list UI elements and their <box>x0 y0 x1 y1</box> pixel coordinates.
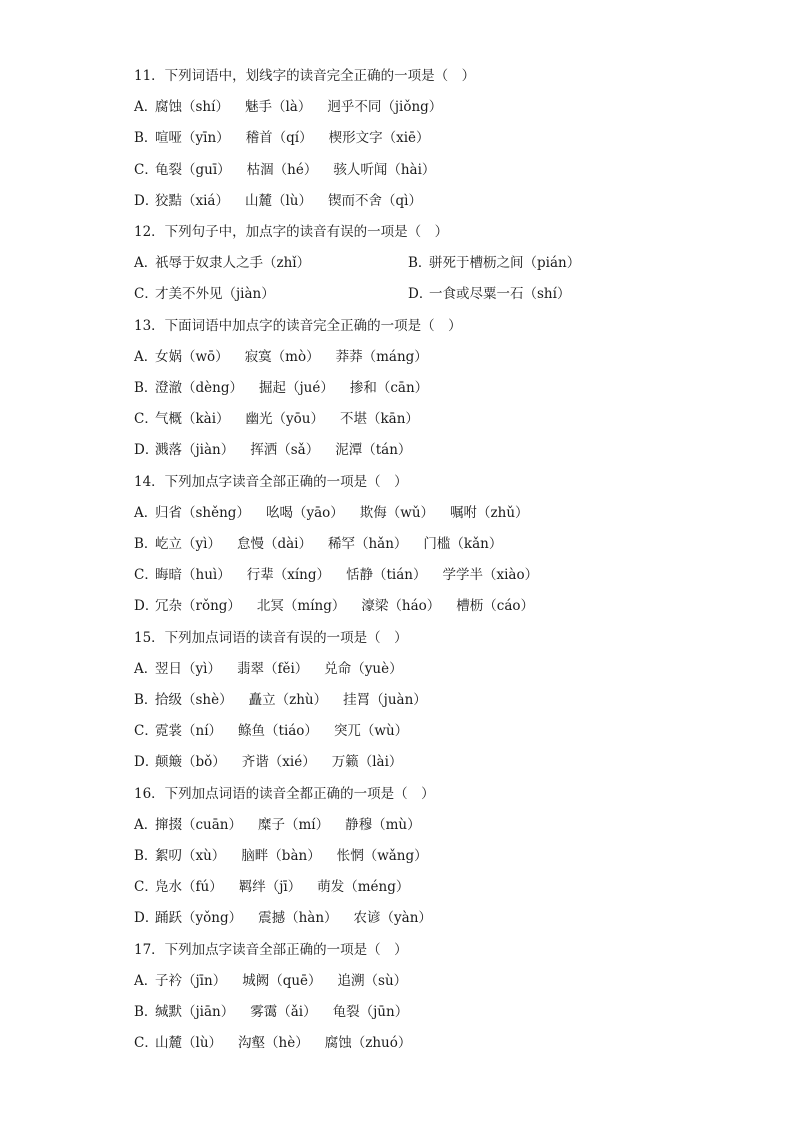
answer-option <box>134 906 432 930</box>
question-stem: 12．下列句子中，加点字的读音有误的一项是（ ） <box>134 224 449 240</box>
answer-option <box>134 594 534 618</box>
answer-option <box>134 875 409 899</box>
option-label: B． <box>408 255 432 272</box>
question-stem: 14．下列加点字读音全部正确的一项是（ ） <box>134 473 408 490</box>
option-word: 欺侮（wǔ） <box>359 504 435 521</box>
option-label: A． <box>134 816 158 833</box>
option-word: 莽莽（máng） <box>335 348 428 365</box>
option-row <box>134 251 634 275</box>
option-word: 萌发（méng） <box>317 879 410 896</box>
option-word: 晦暗（huì） <box>155 567 231 584</box>
option-label: C． <box>134 411 158 428</box>
option-word: 糜子（mí） <box>258 816 330 833</box>
answer-option <box>134 407 419 431</box>
option-word: 矗立（zhù） <box>248 692 328 708</box>
option-word: 追溯（sù） <box>337 972 408 989</box>
option-word: 兑命（yuè） <box>324 660 403 677</box>
option-word: 城阙（quē） <box>242 972 322 989</box>
option-word: 拾级（shè） <box>155 692 233 708</box>
option-word: 濠梁（háo） <box>361 598 441 615</box>
option-label: A． <box>134 972 158 989</box>
answer-option <box>134 376 428 400</box>
answer-option <box>134 282 275 306</box>
option-word: 鲦鱼（tiáo） <box>238 723 318 740</box>
option-word: 门槛（kǎn） <box>423 536 503 552</box>
answer-option <box>408 251 580 275</box>
answer-option <box>134 438 411 462</box>
option-word: 泥潭（tán） <box>335 442 412 459</box>
option-word: 魅手（là） <box>244 99 312 116</box>
option-word: 北冥（míng） <box>256 598 346 615</box>
option-word: 絮叨（xù） <box>155 848 226 864</box>
option-word: 喧哑（yīn） <box>155 130 230 147</box>
option-word: 女娲（wō） <box>155 348 229 365</box>
answer-option <box>134 719 408 743</box>
option-word: 龟裂（jūn） <box>332 1004 409 1020</box>
option-label: C． <box>134 567 158 584</box>
option-word: 掘起（jué） <box>258 380 334 396</box>
option-label: C． <box>134 879 158 896</box>
option-word: 雾霭（ǎi） <box>250 1004 317 1020</box>
option-word: 踊跃（yǒng） <box>155 910 243 927</box>
option-label: A． <box>134 255 158 272</box>
option-label: B． <box>134 692 158 708</box>
option-word: 颠簸（bǒ） <box>155 754 226 771</box>
option-word: 凫水（fú） <box>155 879 223 896</box>
option-word: 屹立（yì） <box>155 536 221 552</box>
option-word: 腐蚀（zhuó） <box>324 1035 412 1052</box>
option-label: C． <box>134 161 158 178</box>
answer-option <box>134 844 428 868</box>
question-stem: 11．下列词语中，划线字的读音完全正确的一项是（ ） <box>134 68 476 84</box>
option-word: 不堪（kān） <box>340 411 419 428</box>
option-label: C． <box>134 1035 158 1052</box>
option-word: 齐谐（xié） <box>241 754 316 771</box>
option-label: C． <box>134 286 158 303</box>
option-word: 山麓（lù） <box>244 192 312 209</box>
option-word: 狡黠（xiá） <box>155 192 229 209</box>
option-word: 怅惘（wǎng） <box>336 848 428 864</box>
option-word: 挥洒（sǎ） <box>250 442 320 459</box>
answer-option <box>134 1031 411 1055</box>
option-label: D． <box>134 754 159 771</box>
option-label: C． <box>134 723 158 740</box>
option-word: 掺和（cān） <box>349 380 429 396</box>
option-word: 怠慢（dài） <box>236 536 312 552</box>
option-word: 气概（kài） <box>155 411 230 428</box>
question-stem: 17．下列加点字读音全部正确的一项是（ ） <box>134 941 408 958</box>
answer-option <box>134 1000 408 1024</box>
answer-option <box>134 657 403 681</box>
option-label: B． <box>134 1004 158 1020</box>
option-word: 吆喝（yāo） <box>265 504 344 521</box>
option-label: B． <box>134 380 158 396</box>
option-label: B． <box>134 130 158 147</box>
option-word: 腐蚀（shí） <box>155 99 229 116</box>
option-text: 一食或尽粟一石（shí） <box>429 286 571 303</box>
answer-option <box>134 95 442 119</box>
option-word: 羁绊（jī） <box>238 879 302 896</box>
option-word: 稽首（qí） <box>245 130 313 147</box>
option-word: 万籁（lài） <box>331 754 403 771</box>
question-stem: 16．下列加点词语的读音全都正确的一项是（ ） <box>134 785 435 802</box>
option-word: 澄澈（dèng） <box>155 380 243 396</box>
answer-option <box>134 501 529 525</box>
answer-option <box>134 251 310 275</box>
answer-option <box>134 189 422 213</box>
answer-option <box>408 282 570 306</box>
option-word: 枯涸（hé） <box>246 161 318 178</box>
option-text: 祇辱于奴隶人之手（zhǐ） <box>155 255 311 272</box>
option-label: B． <box>134 536 158 552</box>
answer-option <box>134 126 430 150</box>
option-word: 学学半（xiào） <box>442 567 539 584</box>
option-label: D． <box>134 598 159 615</box>
option-word: 锲而不舍（qì） <box>328 192 422 209</box>
option-label: A． <box>134 660 158 677</box>
option-word: 山麓（lù） <box>155 1035 223 1052</box>
option-word: 挂罥（juàn） <box>343 692 427 708</box>
answer-option <box>134 532 502 556</box>
option-word: 龟裂（guī） <box>155 161 231 178</box>
option-word: 静穆（mù） <box>345 816 421 833</box>
option-word: 突兀（wù） <box>333 723 409 740</box>
answer-option <box>134 750 402 774</box>
question-stem: 13．下面词语中加点字的读音完全正确的一项是（ ） <box>134 317 462 334</box>
option-word: 稀罕（hǎn） <box>327 536 408 552</box>
option-label: A． <box>134 504 158 521</box>
option-word: 行辈（xíng） <box>246 567 330 584</box>
answer-option <box>134 158 435 182</box>
option-word: 脑畔（bàn） <box>241 848 321 864</box>
option-word: 撺掇（cuān） <box>155 816 242 833</box>
option-word: 霓裳（ní） <box>155 723 223 740</box>
option-word: 震撼（hàn） <box>258 910 338 927</box>
option-word: 幽光（yōu） <box>245 411 324 428</box>
option-label: D． <box>408 286 433 303</box>
option-word: 骇人听闻（hài） <box>333 161 436 178</box>
option-word: 溅落（jiàn） <box>155 442 235 459</box>
option-word: 冗杂（rǒng） <box>155 598 241 615</box>
question-stem: 15．下列加点词语的读音有误的一项是（ ） <box>134 629 408 646</box>
answer-option <box>134 813 421 837</box>
answer-option <box>134 969 407 993</box>
option-text: 骈死于槽枥之间（pián） <box>429 255 581 272</box>
option-text: 才美不外见（jiàn） <box>155 286 275 303</box>
option-label: A． <box>134 99 158 116</box>
option-label: D． <box>134 192 159 209</box>
option-label: B． <box>134 848 158 864</box>
option-word: 嘱咐（zhǔ） <box>450 504 529 521</box>
answer-option <box>134 563 538 587</box>
option-word: 翌日（yì） <box>155 660 221 677</box>
answer-option <box>134 345 428 369</box>
option-word: 农谚（yàn） <box>353 910 432 927</box>
option-word: 沟壑（hè） <box>238 1035 309 1052</box>
option-word: 缄默（jiān） <box>155 1004 235 1020</box>
option-word: 翡翠（fěi） <box>236 660 309 677</box>
option-word: 寂寞（mò） <box>244 348 320 365</box>
option-word: 槽枥（cáo） <box>456 598 535 615</box>
option-word: 迥乎不同（jiǒng） <box>327 99 443 116</box>
option-label: D． <box>134 910 159 927</box>
answer-option <box>134 688 427 712</box>
option-label: D． <box>134 442 159 459</box>
option-row <box>134 282 634 306</box>
option-label: A． <box>134 348 158 365</box>
option-word: 归省（shěng） <box>155 504 250 521</box>
option-word: 楔形文字（xiē） <box>328 130 430 147</box>
option-word: 子衿（jīn） <box>155 972 227 989</box>
option-word: 恬静（tián） <box>346 567 427 584</box>
